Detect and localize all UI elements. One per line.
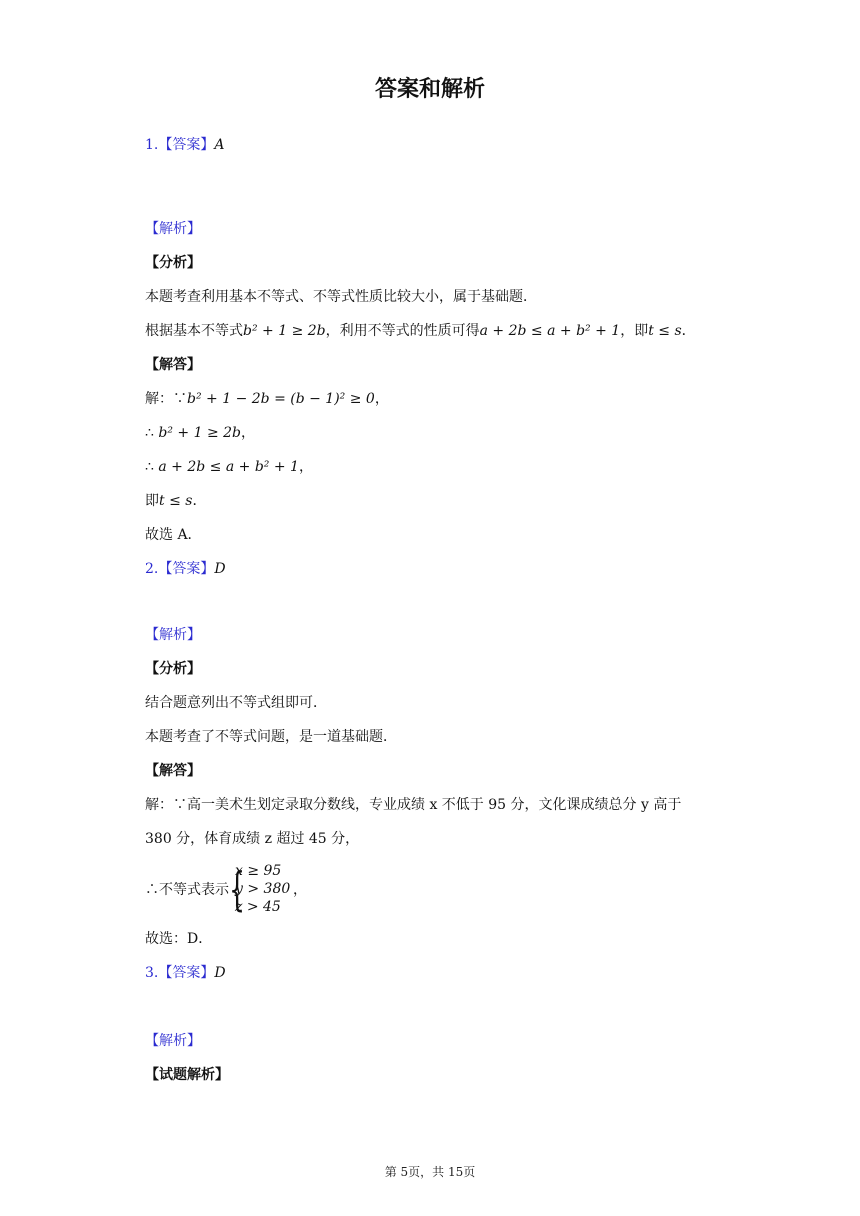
q1-step2 [145,423,255,443]
text-segment: ，利用不等式的性质可得 [325,323,480,339]
q1-conclusion: 故选 A． [145,527,202,543]
text-segment: 即 [145,493,159,509]
math-expression: b² + 1 ≥ 2b [158,425,241,441]
q1-jieda-heading: 【解答】 [145,357,201,373]
page-footer: 第 5页，共 15页 [384,1165,476,1179]
q2-answer-line [145,559,226,579]
system-row: z > 45 [235,899,281,915]
system-comma: ， [293,882,307,898]
text-segment: ． [681,323,696,339]
q1-step1 [145,389,389,409]
system-rows [235,862,290,916]
q2-fenxi-text: 结合题意列出不等式组即可． [145,695,327,711]
system-label: ∴不等式表示 [145,882,229,898]
q1-fenxi-heading: 【分析】 [145,255,201,271]
q3-answer-value: D [214,965,226,981]
q1-jiexi-heading: 【解析】 [145,221,201,237]
q2-answer-value: D [214,561,226,577]
text-segment: 解：∵ [145,391,187,407]
q3-jiexi-heading: 【解析】 [145,1033,201,1049]
math-expression: a + 2b ≤ a + b² + 1 [479,323,621,339]
text-segment: ∴ [145,459,154,475]
q2-fenxi-heading: 【分析】 [145,661,201,677]
q1-step3 [145,457,313,477]
text-segment: ， [374,391,389,407]
text-segment: ， [241,425,255,441]
q2-step1: 解：∵高一美术生划定录取分数线，专业成绩 x 不低于 95 分，文化课成绩总分 y 高于 [145,797,682,813]
text-segment: 根据基本不等式 [145,323,243,339]
q2-conclusion: 故选：D． [145,931,213,947]
text-segment: ∴ [145,425,154,441]
math-expression: t ≤ s [159,493,193,509]
q3-answer-label: 3.【答案】 [145,965,215,981]
text-segment: ， [298,459,313,475]
q1-fenxi-text2 [145,321,696,341]
text-segment: ，即 [620,323,649,339]
q3-shiti-heading: 【试题解析】 [145,1067,229,1083]
q2-step2: 380 分，体育成绩 z 超过 45 分， [145,831,360,847]
math-expression: b² + 1 ≥ 2b [243,323,326,339]
left-brace: { [229,862,246,916]
system-row: x ≥ 95 [235,863,282,879]
q1-answer-label: 1.【答案】 [145,137,215,153]
q1-fenxi-text: 本题考查利用基本不等式、不等式性质比较大小，属于基础题． [145,289,537,305]
math-expression: b² + 1 − 2b = (b − 1)² ≥ 0 [187,391,375,407]
q1-answer-value: A [214,137,225,153]
page-title: 答案和解析 [374,77,485,102]
q1-step4 [145,491,206,511]
text-segment: ． [192,493,207,509]
math-expression: a + 2b ≤ a + b² + 1 [158,459,299,475]
q2-jiexi-heading: 【解析】 [145,627,201,643]
math-expression: t ≤ s [648,323,682,339]
q1-answer-line [145,135,224,155]
q2-answer-label: 2.【答案】 [145,561,215,577]
q3-answer-line [145,963,226,983]
q2-fenxi-text2: 本题考查了不等式问题，是一道基础题． [145,729,397,745]
system-row: y > 380 [235,881,291,897]
q2-jieda-heading: 【解答】 [145,763,201,779]
